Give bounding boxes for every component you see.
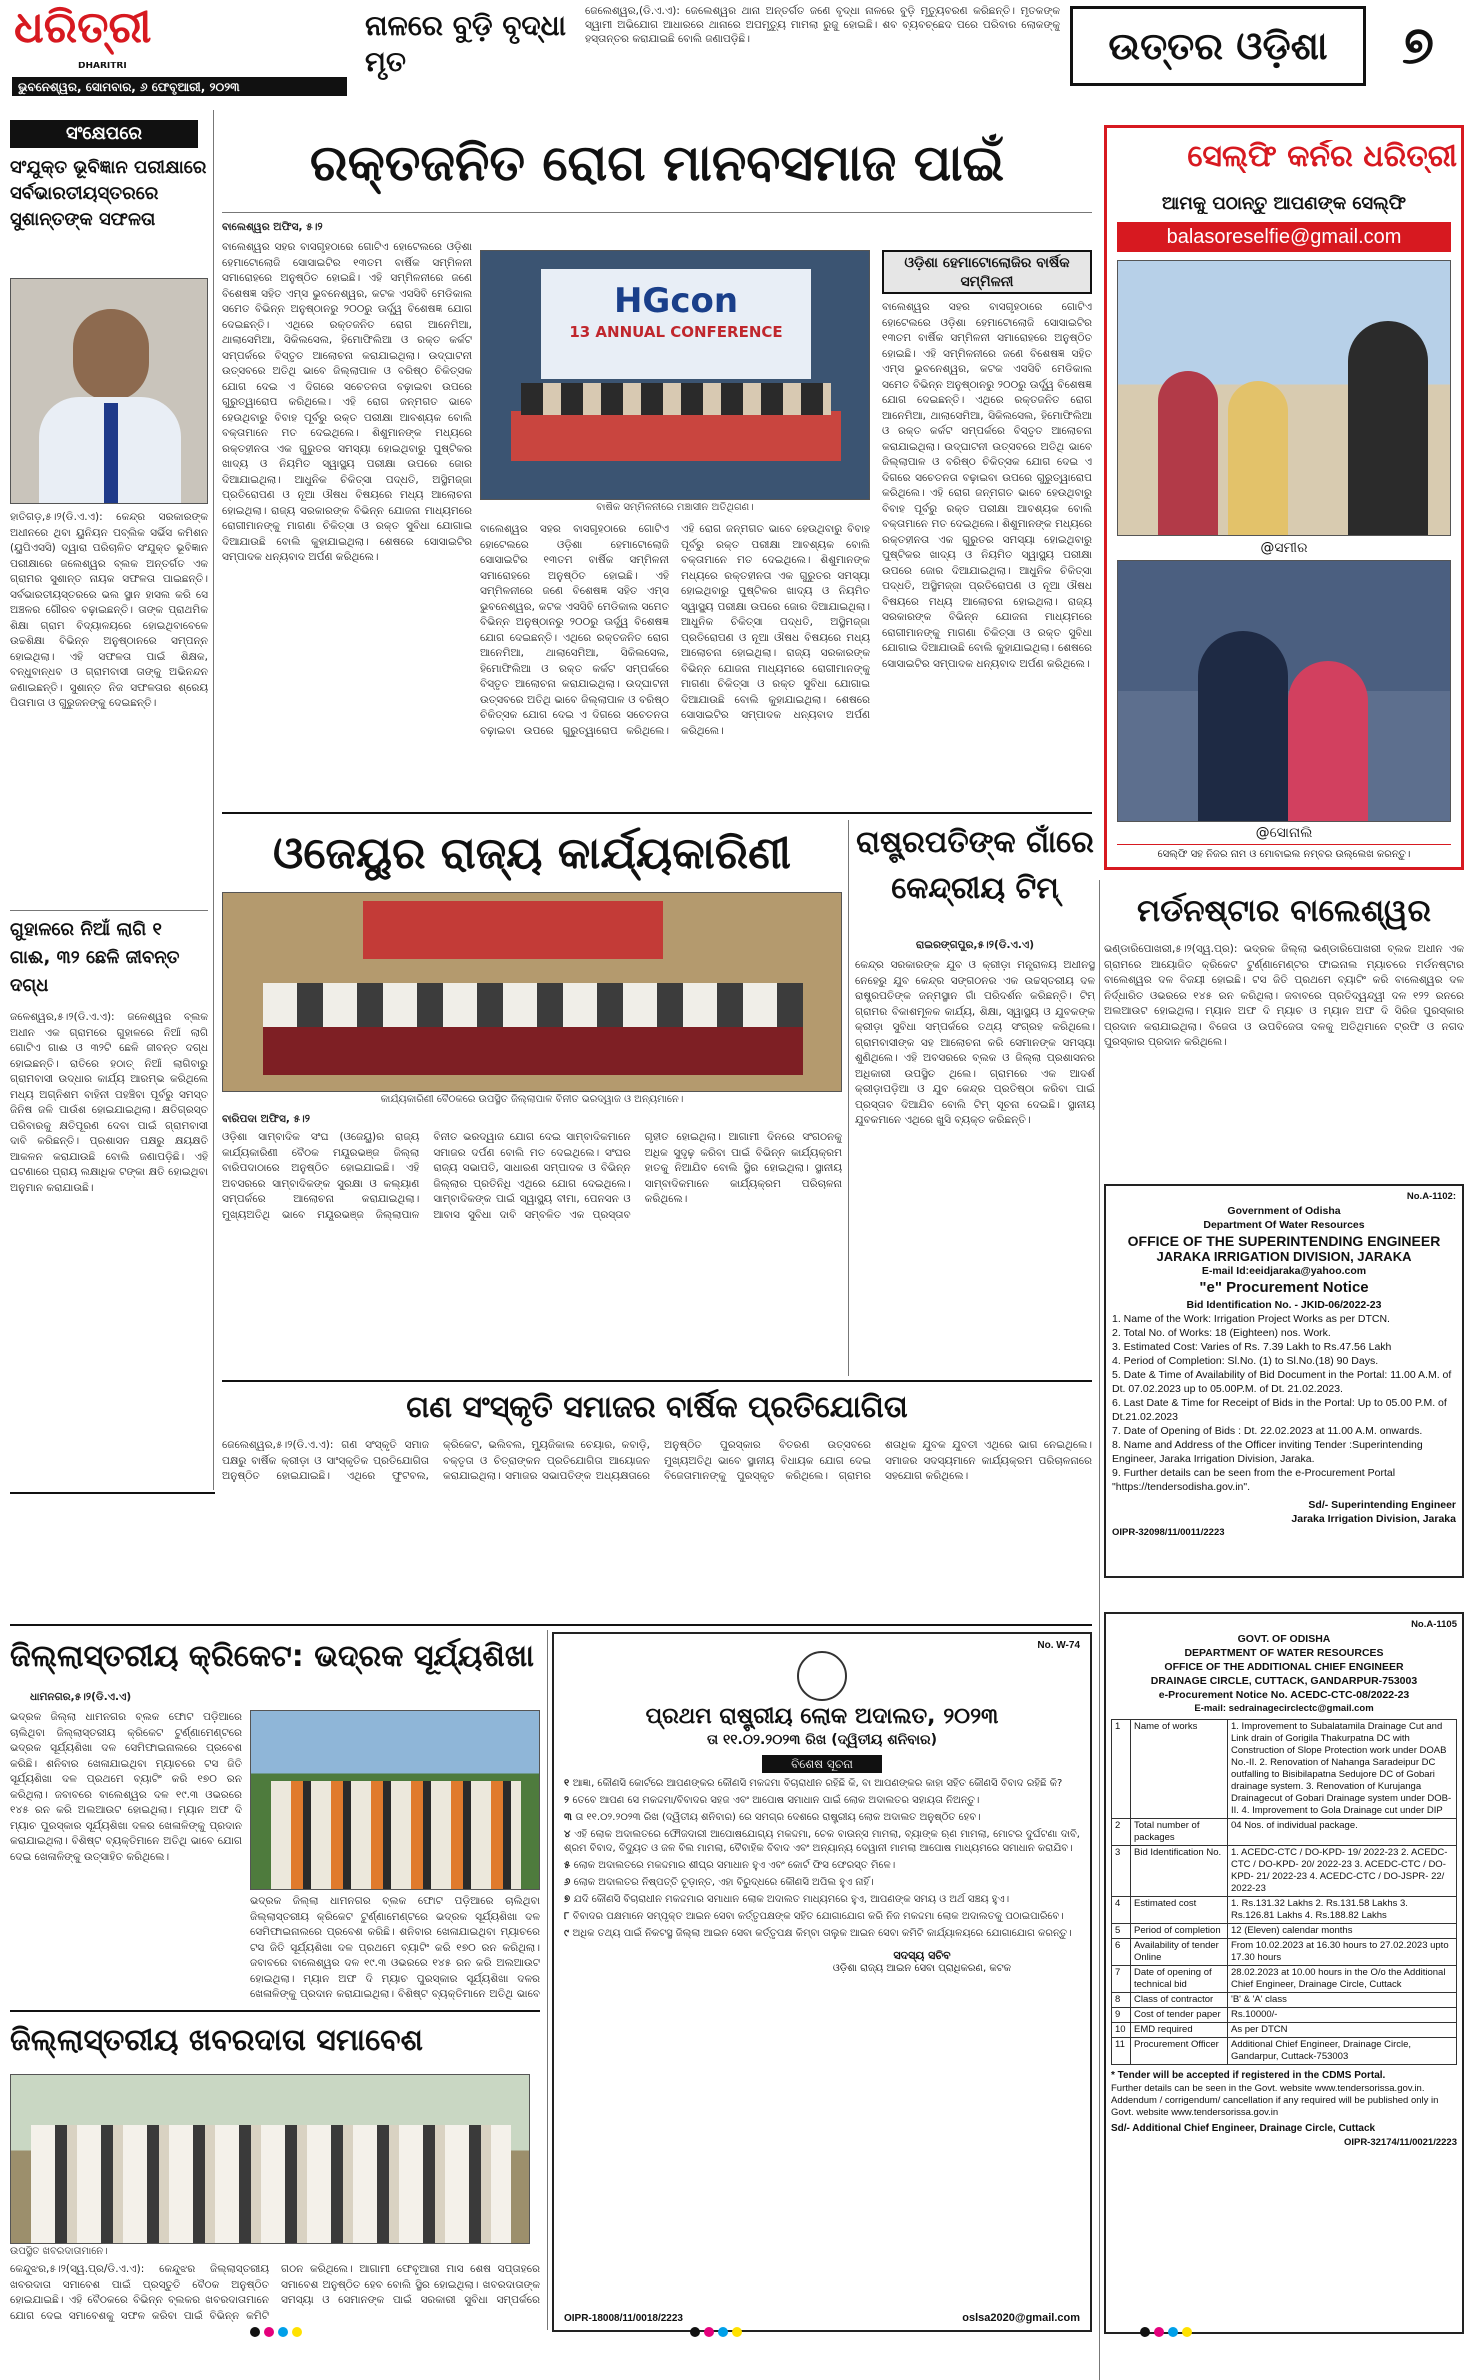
story6-body-cont-text: ଭଦ୍ରକ ଜିଲ୍ଲା ଧାମନଗର ବ୍ଲକ ଫୋଟ ପଡ଼ିଆରେ ଚାଲିଥିବା ଜିଲ୍ଲାସ୍ତରୀୟ କ୍ରିକେଟ ଟୁର୍ଣ୍ଣାମେଣ୍ଟରେ ଭଦ୍ରକ ସୂର୍ଯ୍ୟଶିଖା ଦଳ ସେମିଫାଇନାଲରେ ପ୍ରବେଶ କରିଛି। ଶନିବାର ଖେଳାଯାଇଥିବା ମ୍ୟାଚରେ ଟସ ଜିତି ସୂର୍ଯ୍ୟଶିଖା ଦଳ ପ୍ରଥମେ ବ୍ୟାଟିଂ କରି ୧୭୦ ରନ କରିଥିଲା। ଜବାବରେ ବାଲେଶ୍ୱର ଦଳ ୧୯.୩ ଓଭରରେ ୧୪୫ ରନ କରି ଅଲଆଉଟ ହୋଇଥିଲା। ମ୍ୟାନ ଅଫ ଦି ମ୍ୟାଚ ପୁରସ୍କାର ସୂର୍ଯ୍ୟଶିଖା ଦଳର ଖେଳାଳିଙ୍କୁ ପ୍ରଦାନ କରାଯାଇଥିଲା। ବିଶିଷ୍ଟ ବ୍ୟକ୍ତିମାନେ ଅତିଥି ଭାବେ <box>250 1895 540 2000</box>
notice1 <box>1104 1184 1464 1578</box>
lok-item-5-text: ଲୋକ ଅଦାଲତର ନିଷ୍ପତ୍ତି ଚୂଡ଼ାନ୍ତ, ଏହା ବିରୁଦ୍ଧରେ କୌଣସି ଅପିଲ ହୁଏ ନାହିଁ। <box>573 1876 874 1888</box>
col-rule-2 <box>848 820 849 1376</box>
lead-body-right <box>882 300 1092 808</box>
story3-headline: ରାଷ୍ଟ୍ରପତିଙ୍କ ଗାଁରେ କେନ୍ଦ୍ରୀୟ ଟିମ୍ <box>856 825 1094 906</box>
notice1-office: OFFICE OF THE SUPERINTENDING ENGINEER <box>1127 1233 1441 1249</box>
photo-guests <box>521 383 831 415</box>
lead-body-cont: ବାଲେଶ୍ୱର ସହର ବାସଗୃହଠାରେ ଗୋଟିଏ ହୋଟେଲରେ ଓଡ଼ିଶା ହେମାଟୋଲୋଜି ସୋସାଇଟିର ୧୩ତମ ବାର୍ଷିକ ସମ୍ମିଳନୀ ସମାରୋହରେ ଅନୁଷ୍ଠିତ ହୋଇଛି। ଏହି ସମ୍ମିଳନୀରେ ଜଣେ ବିଶେଷଜ୍ଞ ସହିତ ଏମ୍ସ ଭୁବନେଶ୍ୱର, କଟକ ଏସସିବି ମେଡିକାଲ ସମେତ ବିଭିନ୍ନ ଅନୁଷ୍ଠାନରୁ ୨୦୦ରୁ ଊର୍ଦ୍ଧ୍ୱ ବିଶେଷଜ୍ଞ ଯୋଗ ଦେଇଛନ୍ତି। ଏଥିରେ ରକ୍ତଜନିତ ରୋଗ ଆନେମିଆ, ଥାଲାସେମିଆ, ସିକିଲସେଲ, ହିମୋଫିଲିଆ ଓ ରକ୍ତ କର୍କଟ ସମ୍ପର୍କରେ ବିସ୍ତୃତ ଆଲୋଚନା କରାଯାଇଥିଲା। ଉଦ୍‌ଘାଟନୀ ଉତ୍ସବରେ ଅତିଥି ଭାବେ ଜିଲ୍ଲାପାଳ ଓ ବରିଷ୍ଠ ଚିକିତ୍ସକ ଯୋଗ ଦେଇ ଏ ଦିଗରେ ସଚେତନତା ବଢ଼ାଇବା ଉପରେ ଗୁରୁତ୍ୱାରୋପ କରିଥିଲେ। ଏହି ରୋଗ ଜନ୍ମଗତ ଭାବେ ହେଉଥିବାରୁ ବିବାହ ପୂର୍ବରୁ ରକ୍ତ ପରୀକ୍ଷା ଆବଶ୍ୟକ ବୋଲି ବକ୍ତାମାନେ ମତ ଦେଇଥିଲେ। ଶିଶୁମାନଙ୍କ ମଧ୍ୟରେ ରକ୍ତହୀନତା ଏକ ଗୁରୁତର ସମସ୍ୟା ହୋଇଥିବାରୁ ପୁଷ୍ଟିକର ଖାଦ୍ୟ ଓ ନିୟମିତ ସ୍ୱାସ୍ଥ୍ୟ ପରୀକ୍ଷା ଉପରେ ଜୋର ଦିଆଯାଇଥିଲା। ଆଧୁନିକ ଚିକିତ୍ସା ପଦ୍ଧତି, ଅସ୍ଥିମଜ୍ଜା ପ୍ରତିରୋପଣ ଓ ନୂଆ ଔଷଧ ବିଷୟରେ ମଧ୍ୟ ଆଲୋଚନା ହୋଇଥିଲା। ରାଜ୍ୟ ସରକାରଙ୍କ ବିଭିନ୍ନ ଯୋଜନା ମାଧ୍ୟମରେ ରୋଗୀମାନଙ୍କୁ ମାଗଣା ଚିକିତ୍ସା ଓ ରକ୍ତ ସୁବିଧା ଯୋଗାଇ ଦିଆଯାଉଛି ବୋଲି କୁହାଯାଇଥିଲା। ଶେଷରେ ସୋସାଇଟିର ସମ୍ପାଦକ ଧନ୍ୟବାଦ ଅର୍ପଣ କରିଥିଲେ। <box>882 301 1092 670</box>
lok-signature: ସଦସ୍ୟ ସଚିବ <box>893 1948 951 1962</box>
page-number: ୭ <box>1402 16 1434 76</box>
notice1-item-0: 1. Name of the Work: Irrigation Project Works as per DTCN. <box>1112 1313 1390 1325</box>
notice2-footer1: * Tender will be accepted if registered in the CDMS Portal. <box>1111 2070 1386 2081</box>
selfie-photo-2 <box>1117 560 1451 822</box>
notice2-table <box>1111 1719 1457 2065</box>
story6-dateline: ଧାମନଗର,୫।୨(ଡି.ଏ.ଏ) <box>30 1691 132 1703</box>
notice1-item-4: 5. Date & Time of Availability of Bid Document in the Portal: 11.00 A.M. of Dt. 07.02.2023 up to 05.00P.M. of Dt. 21.02.2023. <box>1112 1369 1452 1395</box>
cell: EMD required <box>1131 2023 1228 2038</box>
notice2-no: No.A-1105 <box>1411 1619 1457 1630</box>
notice1-gov: Government of Odisha <box>1227 1205 1341 1217</box>
notice1-division: JARAKA IRRIGATION DIVISION, JARAKA <box>1156 1249 1412 1264</box>
lead-photo <box>480 250 870 500</box>
cell: Cost of tender paper <box>1131 2008 1228 2023</box>
story7-rule <box>10 2010 540 2012</box>
lok-item-1-text: ତେବେ ଆପଣ ସେ ମକଦ୍ଦମା/ବିବାଦର ସହଜ ଏବଂ ଆପୋଷ ସମାଧାନ ପାଇଁ ଲୋକ ଅଦାଲତର ସହାୟତା ନିଅନ୍ତୁ। <box>572 1794 980 1806</box>
cell: Procurement Officer <box>1131 2038 1228 2065</box>
lok-sub-bar <box>762 1755 882 1773</box>
lok-no: No. W-74 <box>1037 1640 1080 1651</box>
story3-dateline: ରାଇରଙ୍ଗପୁର,୫।୨(ଡି.ଏ.ଏ) <box>915 939 1035 951</box>
portrait-tie <box>104 403 118 503</box>
logo-text: ଧରିତ୍ରୀ <box>14 4 152 53</box>
notice2-dept: DEPARTMENT OF WATER RESOURCES <box>1184 1647 1384 1659</box>
notice1-item-6: 7. Date of Opening of Bids : Dt. 22.02.2023 at 11.00 A.M. onwards. <box>1112 1425 1423 1437</box>
story6-headline: ଜିଲ୍ଲାସ୍ତରୀୟ କ୍ରିକେଟ: ଭଦ୍ରକ ସୂର୍ଯ୍ୟଶିଖା <box>10 1639 534 1674</box>
cell: 1. ACEDC-CTC / DO-KPD- 19/ 2022-23 2. ACEDC-CTC / DO-KPD- 20/ 2022-23 3. ACEDC-CTC / DO-KPD- 21/ 2022-23 4. ACEDC-CTC / DO-JSPR- 22/ 2022-23 <box>1228 1846 1457 1897</box>
story7-body: କେନ୍ଦୁଝର,୫।୨(ସ୍ୱ.ପ୍ର/ଡି.ଏ.ଏ): କେନ୍ଦୁଝର ଜିଲ୍ଲାସ୍ତରୀୟ ଖବରଦାତା ସମାବେଶ ପାଇଁ ପ୍ରସ୍ତୁତି ବୈଠକ ଅନୁଷ୍ଠିତ ହୋଇଯାଇଛି। ଏହି ବୈଠକରେ ବିଭିନ୍ନ ବ୍ଲକର ଖବରଦାତାମାନେ ଯୋଗ ଦେଇ ସମାବେଶକୁ ସଫଳ କରିବା ପାଇଁ ବିଭିନ୍ନ କମିଟି ଗଠନ କରିଥିଲେ। ଆଗାମୀ ଫେବୃଆରୀ ମାସ ଶେଷ ସପ୍ତାହରେ ସମାବେଶ ଅନୁଷ୍ଠିତ ହେବ ବୋଲି ସ୍ଥିର ହୋଇଥିଲା। ଖବରଦାତାଙ୍କ ସମସ୍ୟା ଓ ସେମାନଙ୍କ ପାଇଁ ସରକାରୀ ସୁବିଧା ସମ୍ପର୍କରେ <box>10 2263 540 2322</box>
notice1-item-3: 4. Period of Completion: Sl.No. (1) to Sl.No.(18) 90 Days. <box>1112 1355 1379 1367</box>
dateline-bar <box>12 77 347 96</box>
lead-dateline: ବାଲେଶ୍ୱର ଅଫିସ, ୫।୨ <box>222 221 323 233</box>
selfie-person-e <box>1288 661 1368 822</box>
cell: 'B' & 'A' class <box>1228 1993 1457 2008</box>
teaser-title: ନାଳରେ ବୁଡ଼ି ବୃଦ୍ଧା ମୃତ <box>365 9 567 78</box>
lok-item-8: ୯ ଅଧିକ ତଥ୍ୟ ପାଇଁ ନିକଟସ୍ଥ ଜିଲ୍ଲା ଆଇନ ସେବା କର୍ତ୍ତୃପକ୍ଷ କିମ୍ବା ତାଲୁକ ଆଇନ ସେବା କମିଟି କାର୍ଯ୍ୟାଳୟରେ ଯୋଗାଯୋଗ କରନ୍ତୁ। <box>564 1927 1072 1939</box>
table-row <box>1112 2038 1457 2065</box>
print-mark-right <box>1140 2322 1196 2338</box>
lok-emblem <box>797 1651 847 1701</box>
notice1-sign2: Jaraka Irrigation Division, Jaraka <box>1291 1513 1456 1525</box>
notice1-ref: OIPR-32098/11/0011/2223 <box>1112 1527 1225 1538</box>
mid-rule <box>222 1380 1092 1382</box>
table-row <box>1112 2008 1457 2023</box>
lok-item-2-text: ତା ୧୧.୦୨.୨୦୨୩ ରିଖ (ଦ୍ୱିତୀୟ ଶନିବାର) ରେ ସମଗ୍ର ଦେଶରେ ରାଷ୍ଟ୍ରୀୟ ଲୋକ ଅଦାଲତ ଅନୁଷ୍ଠିତ ହେବ। <box>575 1811 981 1823</box>
story2-table <box>263 1025 803 1075</box>
cell: 5 <box>1112 1924 1131 1939</box>
lok-item-2: ୩ ତା ୧୧.୦୨.୨୦୨୩ ରିଖ (ଦ୍ୱିତୀୟ ଶନିବାର) ରେ ସମଗ୍ର ଦେଶରେ ରାଷ୍ଟ୍ରୀୟ ଲୋକ ଅଦାଲତ ଅନୁଷ୍ଠିତ ହେବ। <box>564 1811 981 1823</box>
selfie-person-b <box>1228 381 1288 536</box>
lok-item-6: ୭ ଯଦି କୌଣସି ବିଚାରାଧୀନ ମକଦ୍ଦମାର ସମାଧାନ ଲୋକ ଅଦାଲତ ମାଧ୍ୟମରେ ହୁଏ, ଆପଣଙ୍କ ସମୟ ଓ ଅର୍ଥ ସଞ୍ଚୟ ହୁଏ। <box>564 1893 1010 1905</box>
lead-bottom-rule <box>222 812 1092 814</box>
lead-box-title: ଓଡ଼ିଶା ହେମାଟୋଲୋଜିର ବାର୍ଷିକ ସମ୍ମିଳନୀ <box>904 255 1070 290</box>
cell: Date of opening of technical bid <box>1131 1966 1228 1993</box>
table-row <box>1112 1924 1457 1939</box>
col-rule-1 <box>213 110 214 1490</box>
cell: Name of works <box>1131 1720 1228 1819</box>
story6-body-cont <box>250 1894 540 2004</box>
photo-banner2: 13 ANNUAL CONFERENCE <box>569 323 783 342</box>
notice1-dept: Department Of Water Resources <box>1203 1219 1365 1231</box>
lok-item-8-text: ଅଧିକ ତଥ୍ୟ ପାଇଁ ନିକଟସ୍ଥ ଜିଲ୍ଲା ଆଇନ ସେବା କର୍ତ୍ତୃପକ୍ଷ କିମ୍ବା ତାଲୁକ ଆଇନ ସେବା କମିଟି କାର୍ଯ୍ୟାଳୟରେ ଯୋଗାଯୋଗ କରନ୍ତୁ। <box>572 1927 1072 1939</box>
logo <box>14 4 164 64</box>
cell: 1. Improvement to Subalatamila Drainage Cut and Link drain of Gorigila Thakurpatna DC with Construction of Slope Protection work under DOAB No.-II. 2. Renovation of Nahanga Saradeipur DC outfalling to Bisibilapatna Sedujore DC of Gobari drainage system. 3. Renovation of Kurujanga Drainagecut of Gobari Drainage system under DOB-II. 4. Improvement to Gola Drainage cut under DIP <box>1228 1720 1457 1819</box>
lok-authority: ଓଡ଼ିଶା ରାଜ୍ୟ ଆଇନ ସେବା ପ୍ରାଧିକରଣ, କଟକ <box>832 1962 1012 1974</box>
photo-banner: HGcon <box>613 281 739 321</box>
cell: 04 Nos. of individual package. <box>1228 1819 1457 1846</box>
notice2 <box>1104 1612 1464 2334</box>
cell: Availability of tender Online <box>1131 1939 1228 1966</box>
selfie-person-d <box>1198 631 1288 822</box>
notice1-item-8[interactable]: 9. Further details can be seen from the e-Procurement Portal "https://tendersodisha.gov.in". <box>1112 1467 1396 1493</box>
notice1-bid: Bid Identification No. - JKID-06/2022-23 <box>1186 1299 1382 1311</box>
brief-b2: ଜଳେଶ୍ୱର,୫।୨(ଡି.ଏ.ଏ): ଜଳେଶ୍ୱର ବ୍ଲକ ଅଧୀନ ଏକ ଗ୍ରାମରେ ଗୁହାଳରେ ନିଆଁ ଲାଗି ଗୋଟିଏ ଗାଈ ଓ ୩୨ଟି ଛେଳି ଜୀବନ୍ତ ଦଗ୍ଧ ହୋଇଛନ୍ତି। ରାତିରେ ହଠାତ୍ ନିଆଁ ଲାଗିବାରୁ ଗ୍ରାମବାସୀ ଉଦ୍ଧାର କାର୍ଯ୍ୟ ଆରମ୍ଭ କରିଥିଲେ ମଧ୍ୟ ଅଗ୍ନିଶମ ବାହିନୀ ପହଞ୍ଚିବା ପୂର୍ବରୁ ସମସ୍ତ ଜିନିଷ ଜଳି ପାଉଁଶ ହୋଇଯାଇଥିଲା। କ୍ଷତିଗ୍ରସ୍ତ ପରିବାରକୁ କ୍ଷତିପୂରଣ ଦେବା ପାଇଁ ଗ୍ରାମବାସୀ ଦାବି କରିଛନ୍ତି। ପ୍ରଶାସନ ପକ୍ଷରୁ କ୍ଷୟକ୍ଷତି ଆକଳନ କରାଯାଉଛି ବୋଲି ଜଣାପଡ଼ିଛି। ଏହି ଘଟଣାରେ ପ୍ରାୟ ଲକ୍ଷାଧିକ ଟଙ୍କା କ୍ଷତି ହୋଇଥିବା ଅନୁମାନ କରାଯାଉଛି। <box>10 1011 208 1194</box>
cell: 11 <box>1112 2038 1131 2065</box>
lok-item-3: ୪ ଏହି ଲୋକ ଅଦାଲତରେ ଫୌଜଦାରୀ ଆପୋଷଯୋଗ୍ୟ ମକଦ୍ଦମା, ଚେକ ବାଉନ୍ସ ମାମଲା, ବ୍ୟାଙ୍କ ଋଣ ମାମଲା, ମୋଟର ଦୁର୍ଘଟଣା ଦାବି, ଶ୍ରମ ବିବାଦ, ବିଦ୍ୟୁତ ଓ ଜଳ ବିଲ ମାମଲା, ବୈବାହିକ ବିବାଦ ଏବଂ ଅନ୍ୟାନ୍ୟ ଦେୱାନୀ ମାମଲା ଆପୋଷ ମାଧ୍ୟମରେ ସମାଧାନ କରାଯିବ। <box>564 1828 1080 1854</box>
selfie-name-2: @ସୋନାଲି <box>1255 825 1313 841</box>
selfie-person-a <box>1158 371 1218 536</box>
cell: Rs.10000/- <box>1228 2008 1457 2023</box>
lead-body: ବାଲେଶ୍ୱର ସହର ବାସଗୃହଠାରେ ଗୋଟିଏ ହୋଟେଲରେ ଓଡ଼ିଶା ହେମାଟୋଲୋଜି ସୋସାଇଟିର ୧୩ତମ ବାର୍ଷିକ ସମ୍ମିଳନୀ ସମାରୋହରେ ଅନୁଷ୍ଠିତ ହୋଇଛି। ଏହି ସମ୍ମିଳନୀରେ ଜଣେ ବିଶେଷଜ୍ଞ ସହିତ ଏମ୍ସ ଭୁବନେଶ୍ୱର, କଟକ ଏସସିବି ମେଡିକାଲ ସମେତ ବିଭିନ୍ନ ଅନୁଷ୍ଠାନରୁ ୨୦୦ରୁ ଊର୍ଦ୍ଧ୍ୱ ବିଶେଷଜ୍ଞ ଯୋଗ ଦେଇଛନ୍ତି। ଏଥିରେ ରକ୍ତଜନିତ ରୋଗ ଆନେମିଆ, ଥାଲାସେମିଆ, ସିକିଲସେଲ, ହିମୋଫିଲିଆ ଓ ରକ୍ତ କର୍କଟ ସମ୍ପର୍କରେ ବିସ୍ତୃତ ଆଲୋଚନା କରାଯାଇଥିଲା। ଉଦ୍‌ଘାଟନୀ ଉତ୍ସବରେ ଅତିଥି ଭାବେ ଜିଲ୍ଲାପାଳ ଓ ବରିଷ୍ଠ ଚିକିତ୍ସକ ଯୋଗ ଦେଇ ଏ ଦିଗରେ ସଚେତନତା ବଢ଼ାଇବା ଉପରେ ଗୁରୁତ୍ୱାରୋପ କରିଥିଲେ। ଏହି ରୋଗ ଜନ୍ମଗତ ଭାବେ ହେଉଥିବାରୁ ବିବାହ ପୂର୍ବରୁ ରକ୍ତ ପରୀକ୍ଷା ଆବଶ୍ୟକ ବୋଲି ବକ୍ତାମାନେ ମତ ଦେଇଥିଲେ। ଶିଶୁମାନଙ୍କ ମଧ୍ୟରେ ରକ୍ତହୀନତା ଏକ ଗୁରୁତର ସମସ୍ୟା ହୋଇଥିବାରୁ ପୁଷ୍ଟିକର ଖାଦ୍ୟ ଓ ନିୟମିତ ସ୍ୱାସ୍ଥ୍ୟ ପରୀକ୍ଷା ଉପରେ ଜୋର ଦିଆଯାଇଥିଲା। ଆଧୁନିକ ଚିକିତ୍ସା ପଦ୍ଧତି, ଅସ୍ଥିମଜ୍ଜା ପ୍ରତିରୋପଣ ଓ ନୂଆ ଔଷଧ ବିଷୟରେ ମଧ୍ୟ ଆଲୋଚନା ହୋଇଥିଲା। ରାଜ୍ୟ ସରକାରଙ୍କ ବିଭିନ୍ନ ଯୋଜନା ମାଧ୍ୟମରେ ରୋଗୀମାନଙ୍କୁ ମାଗଣା ଚିକିତ୍ସା ଓ ରକ୍ତ ସୁବିଧା ଯୋଗାଇ ଦିଆଯାଉଛି ବୋଲି କୁହାଯାଇଥିଲା। ଶେଷରେ ସୋସାଇଟିର ସମ୍ପାଦକ ଧନ୍ୟବାଦ ଅର୍ପଣ କରିଥିଲେ। <box>222 241 472 563</box>
story2-dateline: ବାରିପଦା ଅଫିସ, ୫।୨ <box>222 1113 311 1125</box>
cell: 4 <box>1112 1897 1131 1924</box>
story3-body: କେନ୍ଦ୍ର ସରକାରଙ୍କ ଯୁବ ଓ କ୍ରୀଡ଼ା ମନ୍ତ୍ରାଳୟ ଅଧୀନସ୍ଥ ନେହେରୁ ଯୁବ କେନ୍ଦ୍ର ସଙ୍ଗଠନର ଏକ ଉଚ୍ଚସ୍ତରୀୟ ଦଳ ରାଷ୍ଟ୍ରପତିଙ୍କ ଜନ୍ମସ୍ଥାନ ଗାଁ ପରିଦର୍ଶନ କରିଛନ୍ତି। ଟିମ୍ ଗ୍ରାମର ବିକାଶମୂଳକ କାର୍ଯ୍ୟ, ଶିକ୍ଷା, ସ୍ୱାସ୍ଥ୍ୟ ଓ ଯୁବକଙ୍କ କ୍ରୀଡ଼ା ସୁବିଧା ସମ୍ପର୍କରେ ତଥ୍ୟ ସଂଗ୍ରହ କରିଥିଲେ। ଗ୍ରାମବାସୀଙ୍କ ସହ ଆଲୋଚନା କରି ସେମାନଙ୍କ ସମସ୍ୟା ଶୁଣିଥିଲେ। ଏହି ଅବସରରେ ବ୍ଲକ ଓ ଜିଲ୍ଲା ପ୍ରଶାସନର ଅଧିକାରୀ ଉପସ୍ଥିତ ଥିଲେ। ଗ୍ରାମରେ ଏକ ଆଦର୍ଶ କ୍ରୀଡ଼ାପଡ଼ିଆ ଓ ଯୁବ କେନ୍ଦ୍ର ପ୍ରତିଷ୍ଠା କରିବା ପାଇଁ ପ୍ରସ୍ତାବ ଦିଆଯିବ ବୋଲି ଟିମ୍ ସୂଚନା ଦେଇଛି। ସ୍ଥାନୀୟ ଯୁବକମାନେ ଏଥିରେ ଖୁସି ବ୍ୟକ୍ତ କରିଛନ୍ତି। <box>855 959 1095 1126</box>
lead-body-bottom <box>480 522 870 808</box>
selfie-brand: ସେଲ୍ଫି କର୍ନର ଧରିତ୍ରୀ <box>1187 140 1457 173</box>
notice2-office: OFFICE OF THE ADDITIONAL CHIEF ENGINEER <box>1164 1661 1404 1673</box>
story2-caption: କାର୍ଯ୍ୟକାରିଣୀ ବୈଠକରେ ଉପସ୍ଥିତ ଜିଲ୍ଲାପାଳ ବିନୀତ ଭରଦ୍ୱାଜ ଓ ଅନ୍ୟମାନେ। <box>380 1094 684 1105</box>
selfie-person-c <box>1348 321 1428 536</box>
notice2-circle: DRAINAGE CIRCLE, CUTTACK, GANDARPUR-753003 <box>1150 1675 1418 1687</box>
lok-date: ତା ୧୧.୦୨.୨୦୨୩ ରିଖ (ଦ୍ୱିତୀୟ ଶନିବାର) <box>706 1732 938 1749</box>
brief-label-text: ସଂକ୍ଷେପରେ <box>65 123 143 144</box>
table-row <box>1112 1993 1457 2008</box>
table-row <box>1112 1846 1457 1897</box>
selfie-name-1: @ସମୀର <box>1260 540 1308 556</box>
col-rule-4 <box>547 1630 548 2330</box>
selfie-box <box>1104 125 1464 870</box>
notice1-item-2: 3. Estimated Cost: Varies of Rs. 7.39 Lakh to Rs.47.56 Lakh <box>1112 1341 1392 1353</box>
lead-box <box>882 250 1092 294</box>
notice2-footer2[interactable]: Further details can be seen in the Govt. website www.tendersorissa.gov.in. Addendum / corrigendum/ cancellation if any required will be published only in Govt. website www.tendersorissa.gov.in <box>1111 2083 1439 2118</box>
notice1-item-5: 6. Last Date & Time for Receipt of Bids in the Portal: Up to 05.00 P.M. of Dt.21.02.2023 <box>1112 1397 1447 1423</box>
cell: Bid Identification No. <box>1131 1846 1228 1897</box>
table-row <box>1112 1720 1457 1819</box>
lok-item-0-text: ଆଜ୍ଞା, କୌଣସି କୋର୍ଟରେ ଆପଣଙ୍କର କୌଣସି ମକଦ୍ଦମା ବିଚାରାଧୀନ ରହିଛି କି, ବା ଆପଣଙ୍କର କାହା ସହିତ କୌଣସି ବିବାଦ ରହିଛି କି? <box>572 1777 1063 1789</box>
story7-caption: ଉପସ୍ଥିତ ଖବରଦାତାମାନେ। <box>10 2246 108 2257</box>
story7-headline: ଜିଲ୍ଲାସ୍ତରୀୟ ଖବରଦାତା ସମାବେଶ <box>10 2023 423 2058</box>
lok-item-4-text: ଲୋକ ଅଦାଲତରେ ମକଦ୍ଦମାର ଶୀଘ୍ର ସମାଧାନ ହୁଏ ଏବଂ କୋର୍ଟ ଫିସ ଫେରସ୍ତ ମିଳେ। <box>573 1859 896 1871</box>
story4-body: ଭଣ୍ଡାରିପୋଖରୀ,୫।୨(ସ୍ୱ.ପ୍ର): ଭଦ୍ରକ ଜିଲ୍ଲା ଭଣ୍ଡାରିପୋଖରୀ ବ୍ଲକ ଅଧୀନ ଏକ ଗ୍ରାମରେ ଆୟୋଜିତ କ୍ରିକେଟ ଟୁର୍ଣ୍ଣାମେଣ୍ଟର ଫାଇନାଲ ମ୍ୟାଚରେ ମର୍ଡନଷ୍ଟାର ବାଲେଶ୍ୱର ଦଳ ବିଜୟୀ ହୋଇଛି। ଟସ ଜିତି ପ୍ରଥମେ ବ୍ୟାଟିଂ କରି ବାଲେଶ୍ୱର ଦଳ ନିର୍ଦ୍ଧାରିତ ଓଭରରେ ୧୪୫ ରନ କରିଥିଲା। ଜବାବରେ ପ୍ରତିଦ୍ୱନ୍ଦ୍ୱୀ ଦଳ ୧୨୨ ରନରେ ଅଲଆଉଟ ହୋଇଥିଲା। ମ୍ୟାନ ଅଫ ଦି ମ୍ୟାଚ ଓ ମ୍ୟାନ ଅଫ ଦି ସିରିଜ ପୁରସ୍କାର ପ୍ରଦାନ କରାଯାଇଥିଲା। ବିଜେତା ଓ ଉପବିଜେତା ଦଳକୁ ଅତିଥିମାନେ ଟ୍ରଫି ଓ ନଗଦ ପୁରସ୍କାର ପ୍ରଦାନ କରିଥିଲେ। <box>1104 943 1464 1048</box>
masthead <box>0 0 1476 96</box>
notice1-sign: Sd/- Superintending Engineer <box>1308 1499 1456 1511</box>
selfie-email[interactable]: balasoreselfie@gmail.com <box>1166 226 1402 248</box>
brief-h2: ଗୁହାଳରେ ନିଆଁ ଲାଗି ୧ ଗାଈ, ୩୨ ଛେଳି ଜୀବନ୍ତ ଦଗ୍ଧ <box>10 919 180 996</box>
notice1-item-1: 2. Total No. of Works: 18 (Eighteen) nos. Work. <box>1112 1327 1331 1339</box>
selfie-photo-1 <box>1117 260 1451 536</box>
story5-headline: ଗଣ ସଂସ୍କୃତି ସମାଜର ବାର୍ଷିକ ପ୍ରତିଯୋଗିତା <box>406 1390 908 1425</box>
lead-caption: ବାର୍ଷିକ ସମ୍ମିଳନୀରେ ମଞ୍ଚାସୀନ ଅତିଥିଗଣ। <box>596 502 754 513</box>
lok-ref: OIPR-18008/11/0018/2223 <box>564 2313 683 2324</box>
story6-body: ଭଦ୍ରକ ଜିଲ୍ଲା ଧାମନଗର ବ୍ଲକ ଫୋଟ ପଡ଼ିଆରେ ଚାଲିଥିବା ଜିଲ୍ଲାସ୍ତରୀୟ କ୍ରିକେଟ ଟୁର୍ଣ୍ଣାମେଣ୍ଟରେ ଭଦ୍ରକ ସୂର୍ଯ୍ୟଶିଖା ଦଳ ସେମିଫାଇନାଲରେ ପ୍ରବେଶ କରିଛି। ଶନିବାର ଖେଳାଯାଇଥିବା ମ୍ୟାଚରେ ଟସ ଜିତି ସୂର୍ଯ୍ୟଶିଖା ଦଳ ପ୍ରଥମେ ବ୍ୟାଟିଂ କରି ୧୭୦ ରନ କରିଥିଲା। ଜବାବରେ ବାଲେଶ୍ୱର ଦଳ ୧୯.୩ ଓଭରରେ ୧୪୫ ରନ କରି ଅଲଆଉଟ ହୋଇଥିଲା। ମ୍ୟାନ ଅଫ ଦି ମ୍ୟାଚ ପୁରସ୍କାର ସୂର୍ଯ୍ୟଶିଖା ଦଳର ଖେଳାଳିଙ୍କୁ ପ୍ରଦାନ କରାଯାଇଥିଲା। ବିଶିଷ୍ଟ ବ୍ୟକ୍ତିମାନେ ଅତିଥି ଭାବେ ଯୋଗ ଦେଇ ଖେଳାଳିଙ୍କୁ ଉତ୍ସାହିତ କରିଥିଲେ। <box>10 1711 242 1863</box>
notice1-item-7: 8. Name and Address of the Officer inviting Tender :Superintending Engineer, Jaraka Irrigation Division, Jaraka. <box>1112 1439 1423 1465</box>
story7-group <box>31 2125 511 2244</box>
portrait-head <box>73 309 149 401</box>
story2-photo <box>222 892 842 1092</box>
table-row <box>1112 1939 1457 1966</box>
brief-headline: ସଂଯୁକ୍ତ ଭୂବିଜ୍ଞାନ ପରୀକ୍ଷାରେ ସର୍ବଭାରତୀୟସ୍ତରରେ ସୁଶାନ୍ତଙ୍କ ସଫଳତା <box>10 157 207 230</box>
selfie-note: ସେଲ୍ଫି ସହ ନିଜର ନାମ ଓ ମୋବାଇଲ ନମ୍ବର ଉଲ୍ଲେଖ କରନ୍ତୁ। <box>1157 849 1411 860</box>
lead-body-cont2: ବାଲେଶ୍ୱର ସହର ବାସଗୃହଠାରେ ଗୋଟିଏ ହୋଟେଲରେ ଓଡ଼ିଶା ହେମାଟୋଲୋଜି ସୋସାଇଟିର ୧୩ତମ ବାର୍ଷିକ ସମ୍ମିଳନୀ ସମାରୋହରେ ଅନୁଷ୍ଠିତ ହୋଇଛି। ଏହି ସମ୍ମିଳନୀରେ ଜଣେ ବିଶେଷଜ୍ଞ ସହିତ ଏମ୍ସ ଭୁବନେଶ୍ୱର, କଟକ ଏସସିବି ମେଡିକାଲ ସମେତ ବିଭିନ୍ନ ଅନୁଷ୍ଠାନରୁ ୨୦୦ରୁ ଊର୍ଦ୍ଧ୍ୱ ବିଶେଷଜ୍ଞ ଯୋଗ ଦେଇଛନ୍ତି। ଏଥିରେ ରକ୍ତଜନିତ ରୋଗ ଆନେମିଆ, ଥାଲାସେମିଆ, ସିକିଲସେଲ, ହିମୋଫିଲିଆ ଓ ରକ୍ତ କର୍କଟ ସମ୍ପର୍କରେ ବିସ୍ତୃତ ଆଲୋଚନା କରାଯାଇଥିଲା। ଉଦ୍‌ଘାଟନୀ ଉତ୍ସବରେ ଅତିଥି ଭାବେ ଜିଲ୍ଲାପାଳ ଓ ବରିଷ୍ଠ ଚିକିତ୍ସକ ଯୋଗ ଦେଇ ଏ ଦିଗରେ ସଚେତନତା ବଢ଼ାଇବା ଉପରେ ଗୁରୁତ୍ୱାରୋପ କରିଥିଲେ। ଏହି ରୋଗ ଜନ୍ମଗତ ଭାବେ ହେଉଥିବାରୁ ବିବାହ ପୂର୍ବରୁ ରକ୍ତ ପରୀକ୍ଷା ଆବଶ୍ୟକ ବୋଲି ବକ୍ତାମାନେ ମତ ଦେଇଥିଲେ। ଶିଶୁମାନଙ୍କ ମଧ୍ୟରେ ରକ୍ତହୀନତା ଏକ ଗୁରୁତର ସମସ୍ୟା ହୋଇଥିବାରୁ ପୁଷ୍ଟିକର ଖାଦ୍ୟ ଓ ନିୟମିତ ସ୍ୱାସ୍ଥ୍ୟ ପରୀକ୍ଷା ଉପରେ ଜୋର ଦିଆଯାଇଥିଲା। ଆଧୁନିକ ଚିକିତ୍ସା ପଦ୍ଧତି, ଅସ୍ଥିମଜ୍ଜା ପ୍ରତିରୋପଣ ଓ ନୂଆ ଔଷଧ ବିଷୟରେ ମଧ୍ୟ ଆଲୋଚନା ହୋଇଥିଲା। ରାଜ୍ୟ ସରକାରଙ୍କ ବିଭିନ୍ନ ଯୋଜନା ମାଧ୍ୟମରେ ରୋଗୀମାନଙ୍କୁ ମାଗଣା ଚିକିତ୍ସା ଓ ରକ୍ତ ସୁବିଧା ଯୋଗାଇ ଦିଆଯାଉଛି ବୋଲି କୁହାଯାଇଥିଲା। ଶେଷରେ ସୋସାଇଟିର ସମ୍ପାଦକ ଧନ୍ୟବାଦ ଅର୍ପଣ କରିଥିଲେ। <box>480 523 870 737</box>
print-marks <box>0 2318 1476 2338</box>
cell: 9 <box>1112 2008 1131 2023</box>
lok-item-3-text: ଏହି ଲୋକ ଅଦାଲତରେ ଫୌଜଦାରୀ ଆପୋଷଯୋଗ୍ୟ ମକଦ୍ଦମା, ଚେକ ବାଉନ୍ସ ମାମଲା, ବ୍ୟାଙ୍କ ଋଣ ମାମଲା, ମୋଟର ଦୁର୍ଘଟଣା ଦାବି, ଶ୍ରମ ବିବାଦ, ବିଦ୍ୟୁତ ଓ ଜଳ ବିଲ ମାମଲା, ବୈବାହିକ ବିବାଦ ଏବଂ ଅନ୍ୟାନ୍ୟ ଦେୱାନୀ ମାମଲା ଆପୋଷ ମାଧ୍ୟମରେ ସମାଧାନ କରାଯିବ। <box>564 1828 1080 1854</box>
lok-title: ପ୍ରଥମ ରାଷ୍ଟ୍ରୀୟ ଲୋକ ଅଦାଲତ, ୨୦୨୩ <box>645 1704 999 1729</box>
notice2-email[interactable]: E-mail: sedrainagecirclectc@gmail.com <box>1194 1703 1374 1714</box>
notice2-sign: Sd/- Additional Chief Engineer, Drainage Circle, Cuttack <box>1111 2123 1376 2134</box>
cell: Class of contractor <box>1131 1993 1228 2008</box>
cell: 28.02.2023 at 10.00 hours in the O/o the Additional Chief Engineer, Drainage Circle, Cuttack <box>1228 1966 1457 1993</box>
table-row <box>1112 1966 1457 1993</box>
story6-photo <box>250 1710 540 1890</box>
col-rule-3 <box>1099 880 1100 2380</box>
story2-headline: ଓଜେୟୁର ରାଜ୍ୟ କାର୍ଯ୍ୟକାରିଣୀ <box>273 828 791 879</box>
notice2-gov: GOVT. OF ODISHA <box>1237 1633 1331 1645</box>
teaser-text: ଜେଲେଶ୍ୱର,(ଡି.ଏ.ଏ): ଜେଲେଶ୍ୱର ଥାନା ଅନ୍ତର୍ଗତ ଜଣେ ବୃଦ୍ଧା ନାଳରେ ବୁଡ଼ି ମୃତ୍ୟୁବରଣ କରିଛନ୍ତି। ମୃତକଙ୍କ ସ୍ୱାମୀ ଅଭିଯୋଗ ଆଧାରରେ ଥାନାରେ ଅପମୃତ୍ୟୁ ମାମଲା ରୁଜୁ ହୋଇଛି। ଶବ ବ୍ୟବଚ୍ଛେଦ ପରେ ପରିବାର ଲୋକଙ୍କୁ ହସ୍ତାନ୍ତର କରାଯାଇଛି ବୋଲି ଜଣାପଡ଼ିଛି। <box>585 5 1060 45</box>
notice2-ref: OIPR-32174/11/0021/2223 <box>1343 2137 1457 2148</box>
logo-sub: DHARITRI <box>78 62 127 71</box>
cell: 1 <box>1112 1720 1131 1819</box>
story6-players <box>271 1781 521 1890</box>
lead-headline-rule <box>222 212 1092 213</box>
print-mark-left <box>250 2322 306 2338</box>
lok-email[interactable]: oslsa2020@gmail.com <box>962 2312 1080 2324</box>
cell: Estimated cost <box>1131 1897 1228 1924</box>
story7-photo <box>10 2074 530 2244</box>
lower-rule-2 <box>10 1624 1092 1626</box>
selfie-email-bar <box>1117 222 1451 252</box>
cell: 7 <box>1112 1966 1131 1993</box>
selfie-tagline: ଆମକୁ ପଠାନ୍ତୁ ଆପଣଙ୍କ ସେଲ୍ଫି <box>1161 194 1407 214</box>
lok-item-0: ୧ ଆଜ୍ଞା, କୌଣସି କୋର୍ଟରେ ଆପଣଙ୍କର କୌଣସି ମକଦ୍ଦମା ବିଚାରାଧୀନ ରହିଛି କି, ବା ଆପଣଙ୍କର କାହା ସହିତ କୌଣସି ବିବାଦ ରହିଛି କି? <box>564 1777 1063 1789</box>
notice2-notice: e-Procurement Notice No. ACEDC-CTC-08/2022-23 <box>1158 1689 1410 1701</box>
cell: From 10.02.2023 at 16.30 hours to 27.02.2023 upto 17.30 hours <box>1228 1939 1457 1966</box>
cell: 10 <box>1112 2023 1131 2038</box>
table-row <box>1112 2023 1457 2038</box>
section-title: ଉତ୍ତର ଓଡ଼ିଶା <box>1108 24 1328 68</box>
lok-sub: ବିଶେଷ ସୂଚନା <box>791 1756 853 1771</box>
cell: Total number of packages <box>1131 1819 1228 1846</box>
lok-item-6-text: ଯଦି କୌଣସି ବିଚାରାଧୀନ ମକଦ୍ଦମାର ସମାଧାନ ଲୋକ ଅଦାଲତ ମାଧ୍ୟମରେ ହୁଏ, ଆପଣଙ୍କ ସମୟ ଓ ଅର୍ଥ ସଞ୍ଚୟ ହୁଏ। <box>573 1893 1010 1905</box>
notice1-email[interactable]: E-mail Id:eeidjaraka@yahoo.com <box>1201 1265 1367 1277</box>
print-mark-center <box>690 2322 746 2338</box>
dateline: ଭୁବନେଶ୍ୱର, ସୋମବାର, ୬ ଫେବୃଆରୀ, ୨୦୨୩ <box>18 80 240 94</box>
cell: Additional Chief Engineer, Drainage Circle, Gandarpur, Cuttack-753003 <box>1228 2038 1457 2065</box>
lok-item-1: ୨ ତେବେ ଆପଣ ସେ ମକଦ୍ଦମା/ବିବାଦର ସହଜ ଏବଂ ଆପୋଷ ସମାଧାନ ପାଇଁ ଲୋକ ଅଦାଲତର ସହାୟତା ନିଅନ୍ତୁ। <box>564 1794 980 1806</box>
section-box <box>1070 6 1366 86</box>
cell: 8 <box>1112 1993 1131 2008</box>
notice1-no: No.A-1102: <box>1406 1191 1456 1202</box>
lower-rule <box>10 1492 215 1494</box>
cell: 2 <box>1112 1819 1131 1846</box>
brief-label <box>10 120 198 148</box>
brief-body: ହାତିଗଡ଼,୫।୨(ଡି.ଏ.ଏ): କେନ୍ଦ୍ର ସରକାରଙ୍କ ଅଧୀନରେ ଥିବା ୟୁନିୟନ ପବ୍ଲିକ ସର୍ଭିସ କମିଶନ (ୟୁପିଏସସି) ଦ୍ୱାରା ପରିଚାଳିତ ସଂଯୁକ୍ତ ଭୂବିଜ୍ଞାନ ପରୀକ୍ଷାରେ ଜଲେଶ୍ୱର ବ୍ଲକ ଅନ୍ତର୍ଗତ ଏକ ଗ୍ରାମର ସୁଶାନ୍ତ ନାୟକ ସଫଳତା ପାଇଛନ୍ତି। ସର୍ବଭାରତୀୟସ୍ତରରେ ଭଲ ସ୍ଥାନ ହାସଲ କରି ସେ ଅଞ୍ଚଳର ଗୌରବ ବଢ଼ାଇଛନ୍ତି। ତାଙ୍କ ପ୍ରାଥମିକ ଶିକ୍ଷା ଗ୍ରାମ ବିଦ୍ୟାଳୟରେ ହୋଇଥିବାବେଳେ ଉଚ୍ଚଶିକ୍ଷା ବିଭିନ୍ନ ଅନୁଷ୍ଠାନରେ ସମ୍ପନ୍ନ ହୋଇଥିଲା। ଏହି ସଫଳତା ପାଇଁ ଶିକ୍ଷକ, ବନ୍ଧୁବାନ୍ଧବ ଓ ଗ୍ରାମବାସୀ ତାଙ୍କୁ ଅଭିନନ୍ଦନ ଜଣାଇଛନ୍ତି। ସୁଶାନ୍ତ ନିଜ ସଫଳତାର ଶ୍ରେୟ ପିତାମାତା ଓ ଗୁରୁଜନଙ୍କୁ ଦେଇଛନ୍ତି। <box>10 511 208 709</box>
cell: 1. Rs.131.32 Lakhs 2. Rs.131.58 Lakhs 3. Rs.126.81 Lakhs 4. Rs.188.82 Lakhs <box>1228 1897 1457 1924</box>
cell: Period of completion <box>1131 1924 1228 1939</box>
lok-item-5: ୬ ଲୋକ ଅଦାଲତର ନିଷ୍ପତ୍ତି ଚୂଡ଼ାନ୍ତ, ଏହା ବିରୁଦ୍ଧରେ କୌଣସି ଅପିଲ ହୁଏ ନାହିଁ। <box>564 1876 874 1888</box>
story2-banner <box>363 901 663 959</box>
cell: 3 <box>1112 1846 1131 1897</box>
story2-body: ଓଡ଼ିଶା ସାମ୍ବାଦିକ ସଂଘ (ଓଜେୟୁ)ର ରାଜ୍ୟ କାର୍ଯ୍ୟକାରିଣୀ ବୈଠକ ମୟୂରଭଞ୍ଜ ଜିଲ୍ଲା ବାରିପଦାଠାରେ ଅନୁଷ୍ଠିତ ହୋଇଯାଇଛି। ଏହି ଅବସରରେ ସାମ୍ବାଦିକଙ୍କ ସୁରକ୍ଷା ଓ କଲ୍ୟାଣ ସମ୍ପର୍କରେ ଆଲୋଚନା କରାଯାଇଥିଲା। ମୁଖ୍ୟଅତିଥି ଭାବେ ମୟୂରଭଞ୍ଜ ଜିଲ୍ଲାପାଳ ବିନୀତ ଭରଦ୍ୱାଜ ଯୋଗ ଦେଇ ସାମ୍ବାଦିକମାନେ ସମାଜର ଦର୍ପଣ ବୋଲି ମତ ଦେଇଥିଲେ। ସଂଘର ରାଜ୍ୟ ସଭାପତି, ସାଧାରଣ ସମ୍ପାଦକ ଓ ବିଭିନ୍ନ ଜିଲ୍ଲାର ପ୍ରତିନିଧି ଏଥିରେ ଯୋଗ ଦେଇଥିଲେ। ସାମ୍ବାଦିକଙ୍କ ପାଇଁ ସ୍ୱାସ୍ଥ୍ୟ ବୀମା, ପେନସନ ଓ ଆବାସ ସୁବିଧା ଦାବି ସମ୍ବଳିତ ଏକ ପ୍ରସ୍ତାବ ଗୃହୀତ ହୋଇଥିଲା। ଆଗାମୀ ଦିନରେ ସଂଗଠନକୁ ଅଧିକ ସୁଦୃଢ଼ କରିବା ପାଇଁ ବିଭିନ୍ନ କାର୍ଯ୍ୟକ୍ରମ ହାତକୁ ନିଆଯିବ ବୋଲି ସ୍ଥିର ହୋଇଥିଲା। ସ୍ଥାନୀୟ ସାମ୍ବାଦିକମାନେ କାର୍ଯ୍ୟକ୍ରମ ପରିଚାଳନା କରିଥିଲେ। <box>222 1131 842 1221</box>
notice1-title: "e" Procurement Notice <box>1199 1279 1369 1296</box>
lok-item-7: ୮ ବିବାଦର ପକ୍ଷମାନେ ସମ୍ପୃକ୍ତ ଆଇନ ସେବା କର୍ତ୍ତୃପକ୍ଷଙ୍କ ସହିତ ଯୋଗାଯୋଗ କରି ନିଜ ମକଦ୍ଦମା ଲୋକ ଅଦାଲତକୁ ପଠାଇପାରିବେ। <box>564 1910 1064 1922</box>
photo-screen <box>541 269 811 379</box>
brief-portrait <box>10 278 208 504</box>
cell: 6 <box>1112 1939 1131 1966</box>
brief-divider <box>10 910 208 911</box>
story2-guests <box>263 983 803 1027</box>
table-row <box>1112 1897 1457 1924</box>
story4-headline: ମର୍ଡନଷ୍ଟାର ବାଲେଶ୍ୱର <box>1137 893 1431 929</box>
selfie-note-bar <box>1117 844 1451 864</box>
cell: 12 (Eleven) calendar months <box>1228 1924 1457 1939</box>
table-row <box>1112 1819 1457 1846</box>
lead-headline: ରକ୍ତଜନିତ ରୋଗ ମାନବସମାଜ ପାଇଁ <box>309 134 1005 192</box>
photo-stage-table <box>511 411 841 461</box>
cell: As per DTCN <box>1228 2023 1457 2038</box>
lok-item-7-text: ବିବାଦର ପକ୍ଷମାନେ ସମ୍ପୃକ୍ତ ଆଇନ ସେବା କର୍ତ୍ତୃପକ୍ଷଙ୍କ ସହିତ ଯୋଗାଯୋଗ କରି ନିଜ ମକଦ୍ଦମା ଲୋକ ଅଦାଲତକୁ ପଠାଇପାରିବେ। <box>572 1910 1064 1922</box>
lok-item-4: ୫ ଲୋକ ଅଦାଲତରେ ମକଦ୍ଦମାର ଶୀଘ୍ର ସମାଧାନ ହୁଏ ଏବଂ କୋର୍ଟ ଫିସ ଫେରସ୍ତ ମିଳେ। <box>564 1859 896 1871</box>
story5-body: ଜେଲେଶ୍ୱର,୫।୨(ଡି.ଏ.ଏ): ଗଣ ସଂସ୍କୃତି ସମାଜ ପକ୍ଷରୁ ବାର୍ଷିକ କ୍ରୀଡ଼ା ଓ ସାଂସ୍କୃତିକ ପ୍ରତିଯୋଗିତା ଅନୁଷ୍ଠିତ ହୋଇଯାଇଛି। ଏଥିରେ ଫୁଟବଲ, କ୍ରିକେଟ, ଭଲିବଲ, ମ୍ୟୁଜିକାଲ ଚେୟାର, କବାଡ଼ି, ବକ୍ତୃତା ଓ ଚିତ୍ରାଙ୍କନ ପ୍ରତିଯୋଗିତା ଆୟୋଜନ କରାଯାଇଥିଲା। ସମାଜର ସଭାପତିଙ୍କ ଅଧ୍ୟକ୍ଷତାରେ ଅନୁଷ୍ଠିତ ପୁରସ୍କାର ବିତରଣ ଉତ୍ସବରେ ମୁଖ୍ୟଅତିଥି ଭାବେ ସ୍ଥାନୀୟ ବିଧାୟକ ଯୋଗ ଦେଇ ବିଜେତାମାନଙ୍କୁ ପୁରସ୍କୃତ କରିଥିଲେ। ଗ୍ରାମର ଶତାଧିକ ଯୁବକ ଯୁବତୀ ଏଥିରେ ଭାଗ ନେଇଥିଲେ। ସମାଜର ସଦସ୍ୟମାନେ କାର୍ଯ୍ୟକ୍ରମ ପରିଚାଳନାରେ ସହଯୋଗ କରିଥିଲେ। <box>222 1439 1092 1482</box>
lok-adalat <box>552 1632 1092 2332</box>
